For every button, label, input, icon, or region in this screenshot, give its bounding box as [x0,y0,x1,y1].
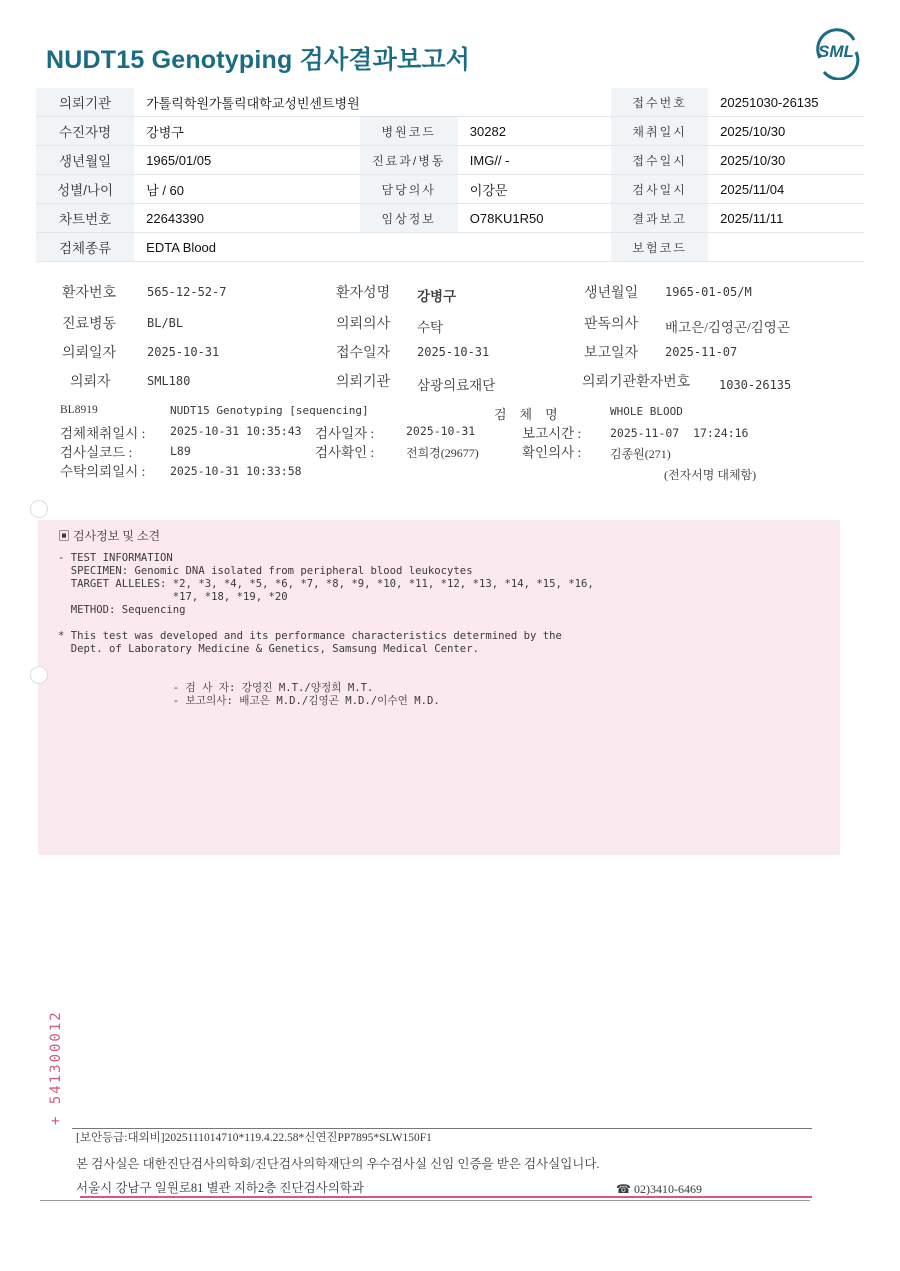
confirm-label: 검사확인 : [315,445,375,460]
test-code: BL8919 [60,404,98,416]
header-value: 20251030-26135 [708,88,864,117]
footer-bottom-line [40,1200,810,1201]
patient-field-value: 삼광의료재단 [417,378,496,393]
esign-note: (전자서명 대체함) [664,468,757,482]
patient-field-value: 수탁 [417,320,444,335]
vertical-serial: + 541300012 [48,1010,64,1125]
header-label [360,233,458,262]
findings-line [58,656,594,669]
punch-hole [30,666,48,684]
lab-phone: ☎ 02)3410-6469 [616,1182,702,1196]
header-value: O78KU1R50 [458,204,611,233]
patient-field-value: 2025-10-31 [147,345,220,359]
header-row [36,175,864,204]
findings-line: * This test was developed and its performance characteristics determined by the [58,630,562,642]
lab-address: 서울시 강남구 일원로81 별관 지하2층 진단검사의학과 [76,1181,364,1195]
header-value [708,233,864,262]
collect-value: 2025-10-31 10:35:43 [170,424,302,438]
report-time-value: 2025-11-07 17:24:16 [610,426,749,440]
patient-field-label: 의뢰기관환자번호 [582,375,691,390]
patient-field-value: 배고은/김영곤/김영곤 [665,320,790,335]
room-value: L89 [170,444,191,458]
patient-field-label: 의뢰자 [70,375,111,390]
header-value [458,233,611,262]
header-label: 성별/나이 [36,175,134,204]
patient-field-label: 보고일자 [584,346,639,361]
test-name: NUDT15 Genotyping [sequencing] [170,404,369,417]
patient-field-label: 의뢰의사 [336,317,391,332]
findings-line [58,669,594,682]
header-value: 강병구 [134,117,360,146]
confirm-value: 전희경(29677) [406,446,479,460]
findings-line: METHOD: Sequencing [58,604,186,616]
test-date-value: 2025-10-31 [406,424,476,438]
header-label: 결과보고 [611,204,708,233]
header-label: 의뢰기관 [36,88,134,117]
findings-line [58,617,594,630]
security-stamp: [보안등급:대외비]2025111014710*119.4.22.58*신연진PP7895*SLW150F1 [76,1132,432,1144]
patient-field-label: 환자번호 [62,286,117,301]
header-row [36,88,864,117]
header-value: 1965/01/05 [134,146,360,175]
findings-line: Dept. of Laboratory Medicine & Genetics, Samsung Medical Center. [58,643,479,655]
patient-field-label: 환자성명 [336,286,391,301]
header-label: 담당의사 [360,175,458,204]
findings-text [58,552,594,708]
specimen-value: WHOLE BLOOD [610,405,683,418]
header-row [36,146,864,175]
findings-heading: ▣ 검사정보 및 소견 [58,529,161,543]
collect-label: 검체채취일시 : [60,426,146,441]
patient-field-value: 1965-01-05/M [665,285,752,299]
header-label [360,88,458,117]
patient-field-value: BL/BL [147,316,184,330]
findings-line: *17, *18, *19, *20 [58,591,288,603]
patient-field-label: 생년월일 [584,286,639,301]
certification-text: 본 검사실은 대한진단검사의학회/진단검사의학재단의 우수검사실 신임 인증을 받은 검사실입니다. [76,1157,600,1171]
header-label: 임상정보 [360,204,458,233]
header-value: 2025/11/11 [708,204,864,233]
header-label: 접수일시 [611,146,708,175]
confirm-dr-value: 김종원(271) [610,447,671,461]
patient-field-value: 565-12-52-7 [147,285,227,299]
header-row [36,117,864,146]
patient-field-value: 강병구 [417,289,457,304]
footer-pink-line [80,1196,812,1198]
header-label: 채취일시 [611,117,708,146]
findings-line: - 보고의사: 배고은 M.D./김영곤 M.D./이수연 M.D. [58,695,440,707]
header-label: 수진자명 [36,117,134,146]
header-label: 병원코드 [360,117,458,146]
findings-line: - 검 사 자: 강영진 M.T./양정희 M.T. [58,682,374,694]
header-value: EDTA Blood [134,233,360,262]
header-value: 남 / 60 [134,175,360,204]
patient-field-value: 1030-26135 [719,378,792,392]
header-value: IMG// - [458,146,611,175]
header-value: 가톨릭학원가톨릭대학교성빈센트병원 [134,88,360,117]
header-value: 2025/10/30 [708,146,864,175]
patient-field-label: 진료병동 [62,317,117,332]
report-time-label: 보고시간 : [522,426,582,441]
logo-text: SML [818,42,854,61]
patient-field-label: 판독의사 [584,317,639,332]
findings-line: SPECIMEN: Genomic DNA isolated from peripheral blood leukocytes [58,565,473,577]
header-value: 30282 [458,117,611,146]
patient-field-value: SML180 [147,374,191,388]
patient-field-label: 의뢰일자 [62,346,117,361]
header-label: 진료과/병동 [360,146,458,175]
header-row [36,233,864,262]
header-value: 22643390 [134,204,360,233]
patient-field-label: 의뢰기관 [336,375,391,390]
patient-field-label: 접수일자 [336,346,391,361]
header-value: 2025/11/04 [708,175,864,204]
punch-hole [30,500,48,518]
header-row [36,204,864,233]
header-label: 차트번호 [36,204,134,233]
header-label: 생년월일 [36,146,134,175]
header-label: 접수번호 [611,88,708,117]
test-date-label: 검사일자 : [315,426,375,441]
patient-field-value: 2025-11-07 [665,345,738,359]
findings-line: - TEST INFORMATION [58,552,173,564]
page-title: NUDT15 Genotyping 검사결과보고서 [46,46,471,74]
header-value: 이강문 [458,175,611,204]
order-value: 2025-10-31 10:33:58 [170,464,302,478]
patient-field-value: 2025-10-31 [417,345,490,359]
header-value [458,88,611,117]
header-label: 보험코드 [611,233,708,262]
header-label: 검체종류 [36,233,134,262]
findings-line: TARGET ALLELES: *2, *3, *4, *5, *6, *7, *8, *9, *10, *11, *12, *13, *14, *15, *16, [58,578,594,590]
header-label: 검사일시 [611,175,708,204]
order-label: 수탁의뢰일시 : [60,464,146,479]
confirm-dr-label: 확인의사 : [522,445,582,460]
room-label: 검사실코드 : [60,445,133,460]
specimen-label: 검 체 명 [494,407,558,422]
header-info-table [36,88,864,262]
header-value: 2025/10/30 [708,117,864,146]
